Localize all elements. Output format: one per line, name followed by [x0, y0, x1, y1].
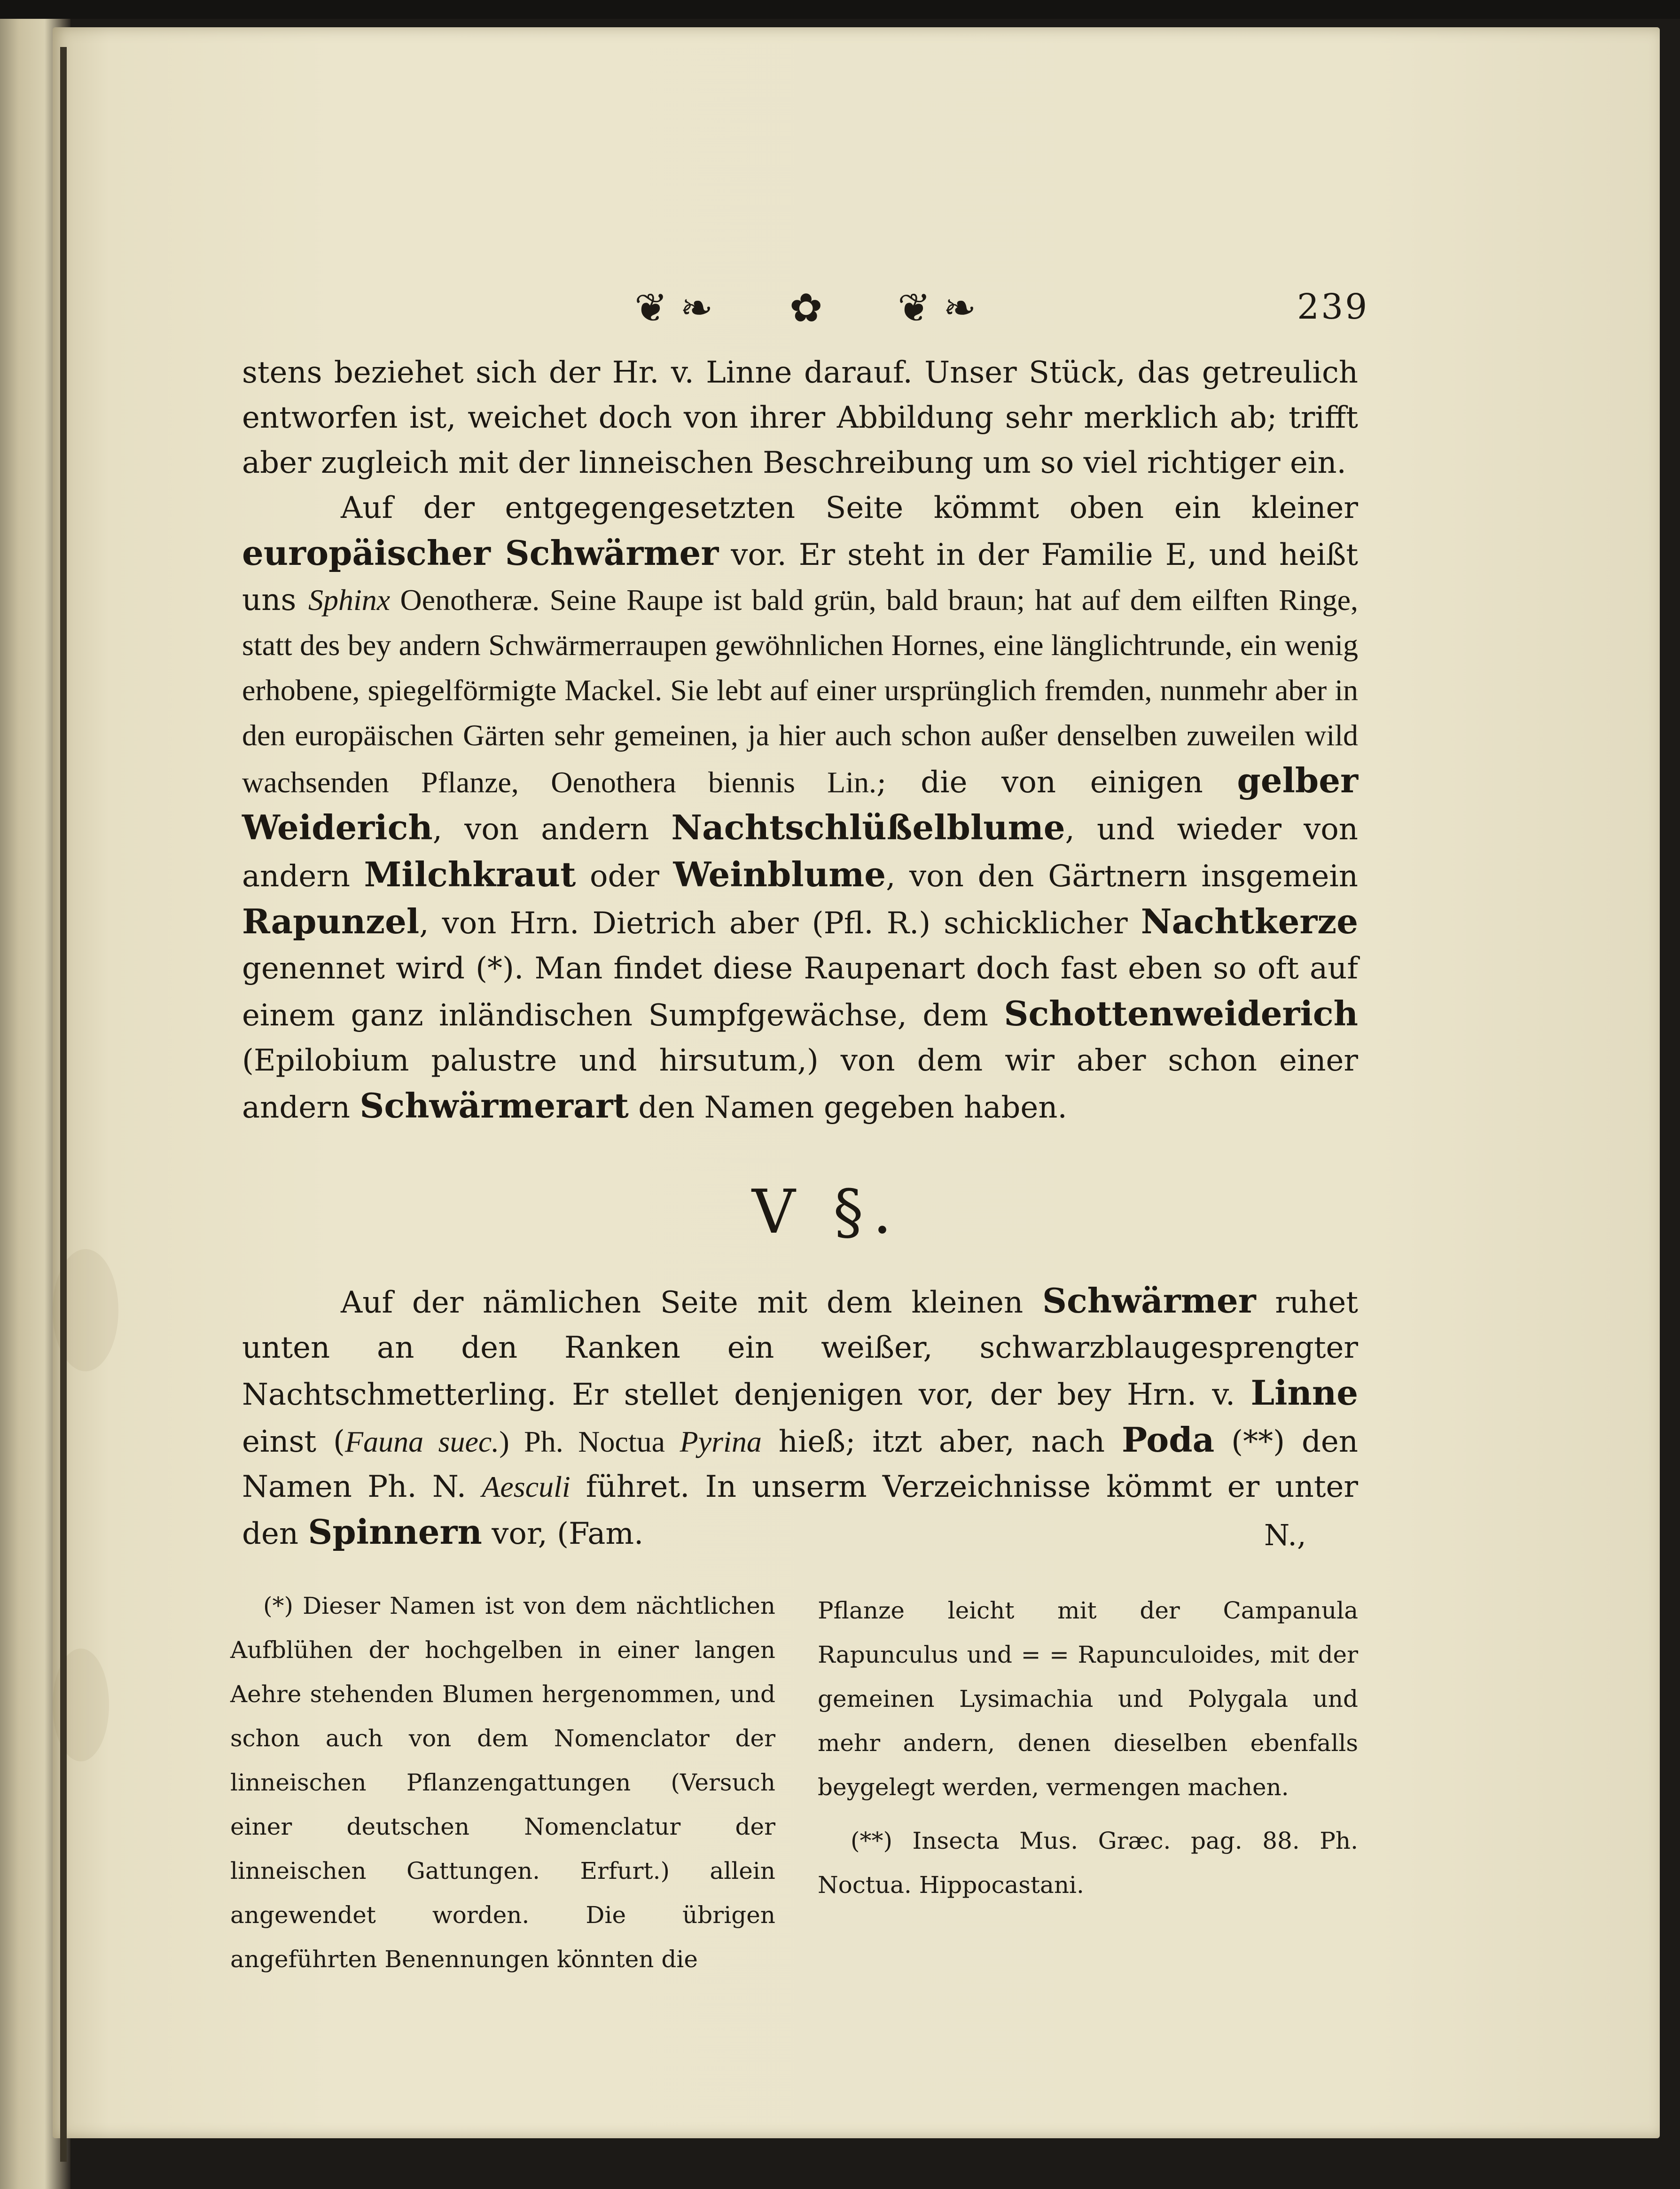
footnote-double-asterisk: (**) Insecta Mus. Græc. pag. 88. Ph. Noctua. Hippocastani. [818, 1827, 1358, 1899]
right-ornament-icon: ❦ ❧ [898, 285, 977, 331]
term-rapunzel: Rapunzel [242, 901, 420, 941]
page-number: 239 [1297, 287, 1369, 327]
latin-fauna-suec: Fauna suec. [344, 1425, 500, 1458]
text-span: Auf der nämlichen Seite mit dem kleinen [341, 1285, 1042, 1320]
catchword: N., [1264, 1518, 1306, 1552]
term-gelber-weiderich: gelber Weiderich [242, 760, 1359, 847]
term-nachtkerze: Nachtkerze [1141, 901, 1358, 941]
paragraph-continued: stens beziehet sich der Hr. v. Linne darauf. Unser Stück, das getreulich entworfen ist, weichet doch von ihrer Abbildung sehr merklich ab; trifft aber zugleich mit der linneischen Beschreibung um so viel richtiger ein. [242, 355, 1358, 480]
section-heading: V §. [752, 1177, 901, 1247]
text-span: ) Ph. Noctua [499, 1425, 680, 1458]
latin-plant-name: Oenothera biennis Lin. [551, 766, 877, 799]
term-european-hawkmoth: europäischer Schwärmer [242, 533, 719, 573]
text-span: Oenotheræ. Seine Raupe ist bald grün, bald braun; hat auf dem eilften Ringe, statt des bey andern Schwärmerraupen gewöhnlichen Hornes, eine länglichtrunde, ein wenig erhobene, spiegelförmigte Mackel. Sie lebt auf einer ursprünglich fremden, nunmehr aber in den europäischen Gärten sehr gemeinen, ja hier auch schon außer denselben zuweilen wild wachsenden Pflanze, [242, 583, 1358, 799]
latin-pyrina: Pyrina [680, 1425, 762, 1458]
main-text-block [242, 350, 1358, 1130]
section-text-block [242, 1278, 1358, 1556]
left-ornament-icon: ❦ ❧ [634, 285, 713, 331]
text-span: den Namen gegeben haben. [628, 1090, 1067, 1125]
text-span: ; die von einigen [876, 765, 1237, 800]
book-spine [60, 47, 67, 2162]
scan-background [0, 19, 1680, 2189]
term-poda: Poda [1122, 1420, 1215, 1460]
term-schwaermerart: Schwärmerart [359, 1086, 629, 1126]
flower-ornament-icon: ✿ [789, 285, 823, 331]
text-span: , und wieder von andern [242, 812, 1359, 894]
text-span: vor. Er steht in der Familie E, und heißt uns [242, 538, 1359, 618]
text-span: Auf der entgegengesetzten Seite kömmt oben ein kleiner [341, 491, 1358, 525]
footnote-right-column [818, 1588, 1358, 1907]
term-weinblume: Weinblume [673, 854, 886, 894]
latin-aesculi: Aesculi [482, 1470, 570, 1503]
text-span: (Epilobium palustre und hirsutum,) von dem wir aber schon einer andern [242, 1043, 1358, 1125]
text-span: , von andern [432, 812, 672, 847]
footnote-asterisk: (*) Dieser Namen ist von dem nächtlichen Aufblühen der hochgelben in einer langen Aehre stehenden Blumen hergenommen, und schon auch von dem Nomenclator der linneischen Pflanzengattungen (Versuch einer deutschen Nomenclatur der linneischen Gattungen. Erfurt.) allein angewendet worden. Die übrigen angeführten Benennungen könnten die [230, 1592, 775, 1973]
text-span: genennet wird (*). Man findet diese Raupenart doch fast eben so oft auf einem ganz inländischen Sumpfgewächse, dem [242, 951, 1358, 1033]
text-span: ruhet unten an den Ranken ein weißer, schwarzblaugesprengter Nachtschmetterling. Er stellet denjenigen vor, der bey Hrn. v. [242, 1285, 1358, 1412]
term-nachtschluesselblume: Nachtschlüßelblume [671, 807, 1065, 847]
text-span: oder [576, 859, 673, 894]
term-schwaermer: Schwärmer [1042, 1281, 1256, 1321]
latin-genus: Sphinx [308, 583, 391, 617]
text-span: , von Hrn. Dietrich aber (Pfl. R.) schicklicher [419, 906, 1141, 941]
text-span: vor, (Fam. [482, 1517, 644, 1551]
footnote-left-column [230, 1584, 775, 1981]
text-span: (**) den Namen Ph. N. [242, 1424, 1359, 1504]
text-span: führet. In unserm Verzeichnisse kömmt er unter den [242, 1470, 1359, 1551]
term-linne: Linne [1250, 1373, 1358, 1413]
term-spinnern: Spinnern [308, 1512, 482, 1552]
text-span: hieß; itzt aber, nach [761, 1424, 1122, 1459]
paragraph-section-v [242, 1278, 1358, 1556]
text-span: , von den Gärtnern insgemein [886, 859, 1359, 894]
text-span: einst ( [242, 1424, 345, 1459]
footnote-asterisk-continued: Pflanze leicht mit der Campanula Rapunculus und = = Rapunculoides, mit der gemeinen Lysimachia und Polygala und mehr andern, denen dieselben ebenfalls beygelegt werden, vermengen machen. [818, 1597, 1358, 1801]
paragraph-sphinx-oenotherae [242, 485, 1358, 1130]
term-schottenweiderich: Schottenweiderich [1004, 993, 1358, 1033]
term-milchkraut: Milchkraut [364, 854, 576, 894]
